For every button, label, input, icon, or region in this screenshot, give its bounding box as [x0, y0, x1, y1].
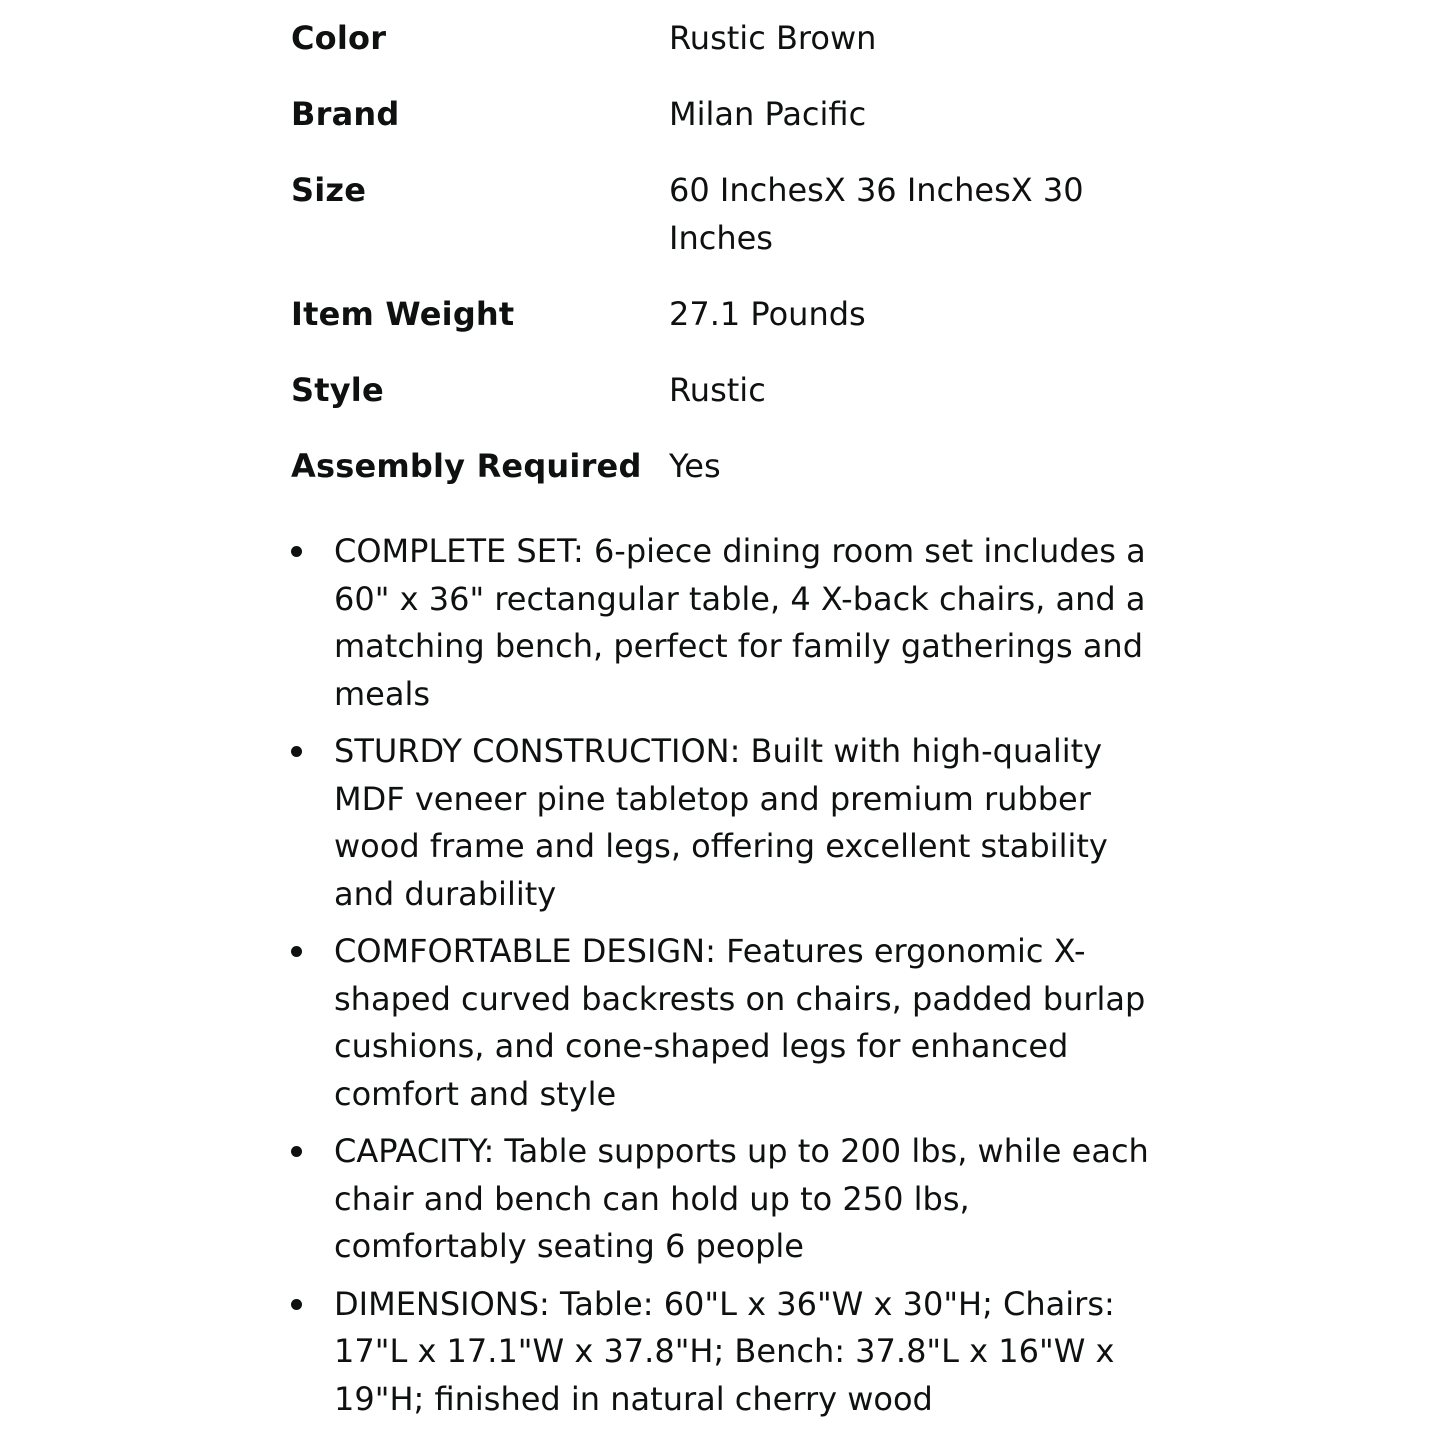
bullet-dot-icon: [291, 546, 302, 557]
feature-bullet-comfortable-design: [291, 928, 1171, 1118]
spec-value: Milan Pacific: [669, 95, 867, 133]
spec-row-color: [291, 14, 1171, 62]
spec-label: Color: [291, 19, 387, 57]
feature-bullet-text: STURDY CONSTRUCTION: Built with high-quality MDF veneer pine tabletop and premium rubber wood frame and legs, offering excellent stability and durability: [334, 732, 1108, 913]
feature-bullet-complete-set: [291, 528, 1171, 718]
feature-bullet-sturdy-construction: [291, 728, 1171, 918]
spec-value: Rustic: [669, 371, 766, 409]
spec-row-size: [291, 166, 1171, 262]
feature-bullet-text: COMPLETE SET: 6-piece dining room set includes a 60" x 36" rectangular table, 4 X-back chairs, and a matching bench, perfect for family gatherings and meals: [334, 532, 1146, 713]
spec-value: Yes: [669, 447, 721, 485]
feature-bullet-text: COMFORTABLE DESIGN: Features ergonomic X-shaped curved backrests on chairs, padded burlap cushions, and cone-shaped legs for enhanced comfort and style: [334, 932, 1146, 1113]
product-specs-table: [291, 14, 1171, 490]
bullet-dot-icon: [291, 1299, 302, 1310]
feature-bullet-dimensions: [291, 1281, 1171, 1424]
spec-row-brand: [291, 90, 1171, 138]
spec-label: Item Weight: [291, 295, 515, 333]
bullet-dot-icon: [291, 946, 302, 957]
spec-value: 60 InchesX 36 InchesX 30 Inches: [669, 171, 1084, 257]
feature-bullet-text: DIMENSIONS: Table: 60"L x 36"W x 30"H; Chairs: 17"L x 17.1"W x 37.8"H; Bench: 37.8"L x 16"W x 19"H; finished in natural cherry wood: [334, 1284, 1115, 1418]
spec-label: Brand: [291, 95, 400, 133]
product-details: [291, 14, 1171, 1433]
bullet-dot-icon: [291, 746, 302, 757]
spec-label: Assembly Required: [291, 447, 642, 485]
feature-bullet-list: [291, 528, 1171, 1423]
spec-row-style: [291, 366, 1171, 414]
spec-row-item-weight: [291, 290, 1171, 338]
bullet-dot-icon: [291, 1146, 302, 1157]
spec-row-assembly-required: [291, 442, 1171, 490]
spec-label: Style: [291, 371, 384, 409]
spec-value: 27.1 Pounds: [669, 295, 866, 333]
spec-label: Size: [291, 171, 367, 209]
spec-value: Rustic Brown: [669, 19, 877, 57]
feature-bullet-capacity: [291, 1128, 1171, 1271]
feature-bullet-text: CAPACITY: Table supports up to 200 lbs, while each chair and bench can hold up to 250 lbs, comfortably seating 6 people: [334, 1132, 1149, 1265]
